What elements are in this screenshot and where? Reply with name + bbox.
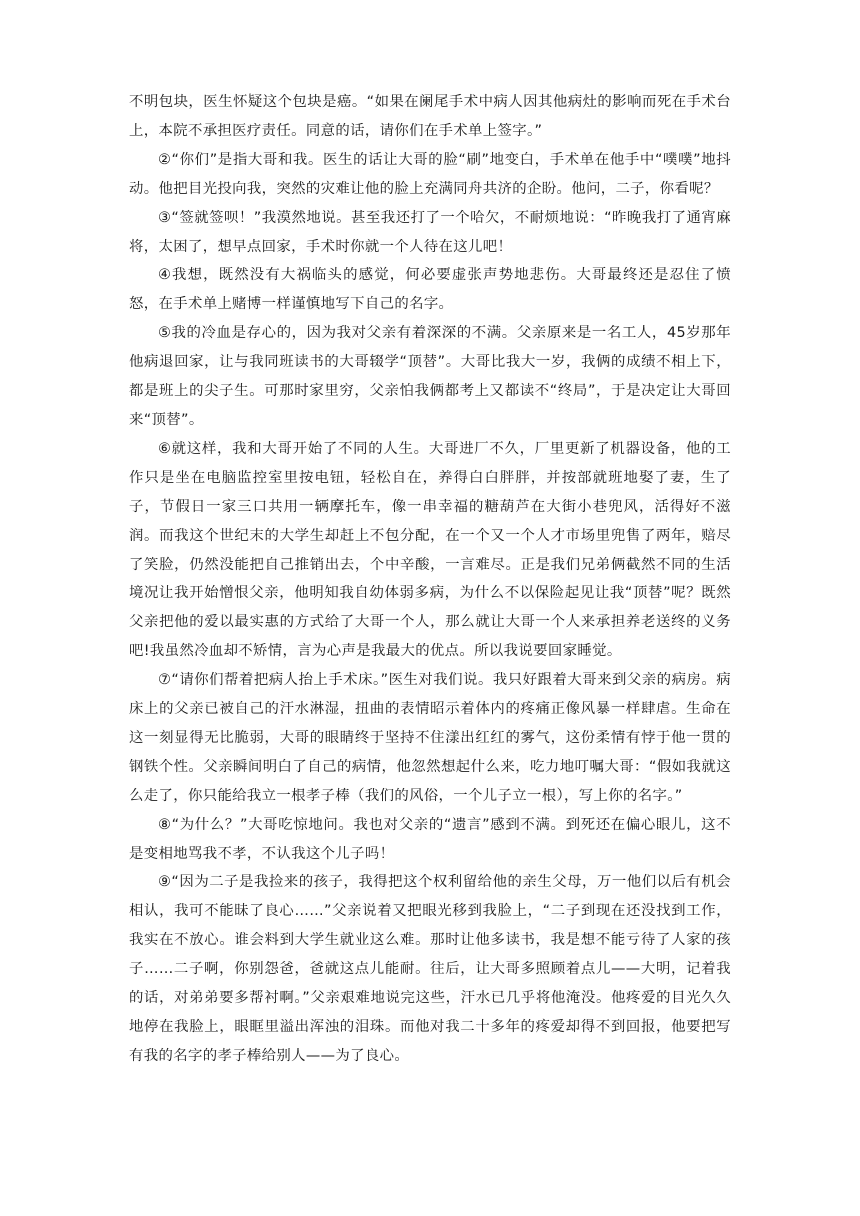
paragraph-5: ⑤我的冷血是存心的，因为我对父亲有着深深的不满。父亲原来是一名工人，45岁那年他病退回家，让与我同班读书的大哥辍学“顶替”。大哥比我大一岁，我俩的成绩不相上下，都是班上的尖子生。可那时家里穷，父亲怕我俩都考上又都读不“终局”，于是决定让大哥回来“顶替”。 (129, 325, 731, 428)
paragraph-2: ②“你们”是指大哥和我。医生的话让大哥的脸“刷”地变白，手术单在他手中“噗噗”地抖动。他把目光投向我，突然的灾难让他的脸上充满同舟共济的企盼。他问，二子，你看呢？ (129, 151, 731, 197)
paragraph-6: ⑥就这样，我和大哥开始了不同的人生。大哥进厂不久，厂里更新了机器设备，他的工作只是坐在电脑监控室里按电钮，轻松自在，养得白白胖胖，并按部就班地娶了妻，生了子，节假日一家三口共用一辆摩托车，像一串幸福的糖葫芦在大街小巷兜风，活得好不滋润。而我这个世纪末的大学生却赶上不包分配，在一个又一个人才市场里兜售了两年，赔尽了笑脸，仍然没能把自己推销出去，个中辛酸，一言难尽。正是我们兄弟俩截然不同的生活境况让我开始憎恨父亲，他明知我自幼体弱多病，为什么不以保险起见让我“顶替”呢？既然父亲把他的爱以最实惠的方式给了大哥一个人，那么就让大哥一个人来承担养老送终的义务吧!我虽然冷血却不矫情，言为心声是我最大的优点。所以我说要回家睡觉。 (129, 440, 731, 660)
paragraph-4: ④我想，既然没有大祸临头的感觉，何必要虚张声势地悲伤。大哥最终还是忍住了愤怒，在手术单上赌博一样谨慎地写下自己的名字。 (129, 267, 731, 313)
paragraph-3: ③“签就签呗！”我漠然地说。甚至我还打了一个哈欠，不耐烦地说：“昨晚我打了通宵麻将，太困了，想早点回家，手术时你就一个人待在这儿吧！ (129, 209, 731, 255)
paragraph-9: ⑨“因为二子是我捡来的孩子，我得把这个权利留给他的亲生父母，万一他们以后有机会相认，我可不能昧了良心……”父亲说着又把眼光移到我脸上，“二子到现在还没找到工作，我实在不放心。谁会料到大学生就业这么难。那时让他多读书，我是想不能亏待了人家的孩子……二子啊，你别怨爸，爸就这点儿能耐。往后，让大哥多照顾着点儿——大明，记着我的话，对弟弟要多帮衬啊。”父亲艰难地说完这些，汗水已几乎将他淹没。他疼爱的目光久久地停在我脸上，眼眶里溢出浑浊的泪珠。而他对我二十多年的疼爱却得不到回报，他要把写有我的名字的孝子棒给别人——为了良心。 (129, 874, 731, 1064)
paragraph-7: ⑦“请你们帮着把病人抬上手术床。”医生对我们说。我只好跟着大哥来到父亲的病房。病床上的父亲已被自己的汗水淋湿，扭曲的表情昭示着体内的疼痛正像风暴一样肆虐。生命在这一刻显得无比脆弱，大哥的眼睛终于坚持不住漾出红红的雾气，这份柔情有悖于他一贯的钢铁个性。父亲瞬间明白了自己的病情，他忽然想起什么来，吃力地叮嘱大哥：“假如我就这么走了，你只能给我立一根孝子棒（我们的风俗，一个儿子立一根），写上你的名字。” (129, 672, 731, 804)
article-body (129, 88, 731, 1071)
paragraph-continuation: 不明包块，医生怀疑这个包块是癌。“如果在阑尾手术中病人因其他病灶的影响而死在手术台上，本院不承担医疗责任。同意的话，请你们在手术单上签字。” (129, 94, 731, 139)
paragraph-8: ⑧“为什么？”大哥吃惊地问。我也对父亲的“遗言”感到不满。到死还在偏心眼儿，这不是变相地骂我不孝，不认我这个儿子吗！ (129, 816, 731, 862)
